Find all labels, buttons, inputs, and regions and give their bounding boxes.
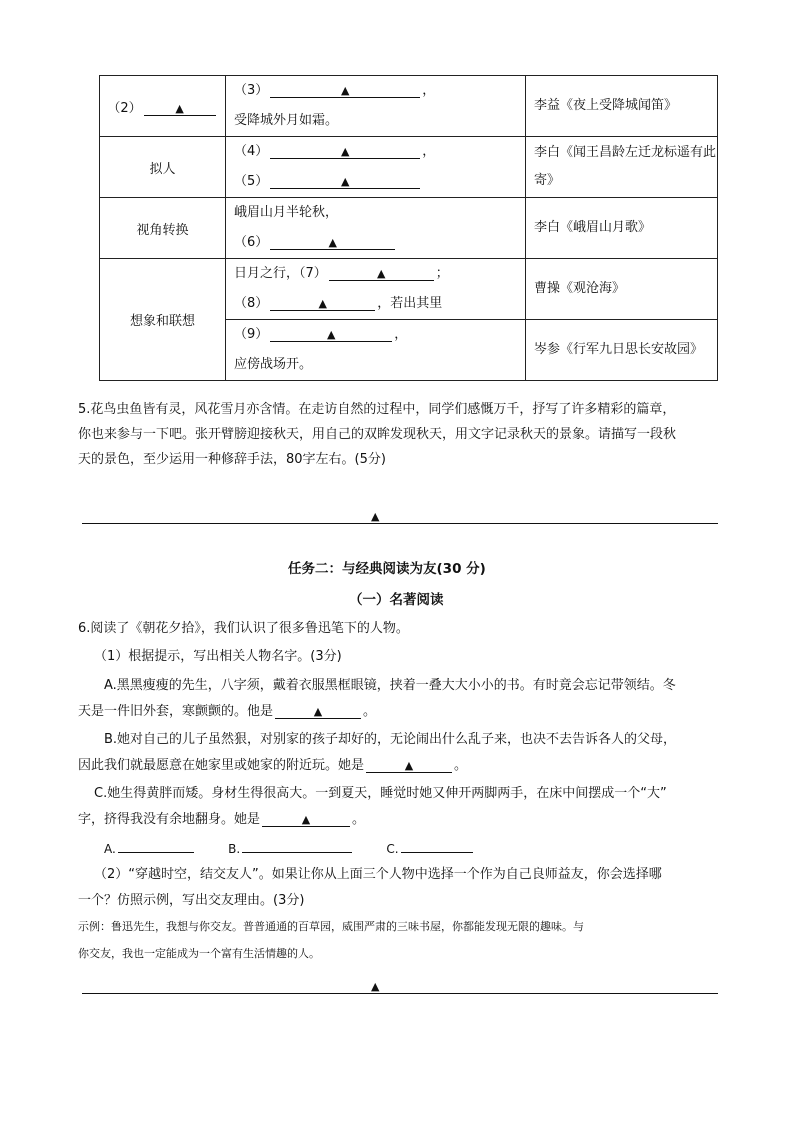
answer-blank[interactable]: ▲ <box>270 295 375 311</box>
source-cell: 岑参《行军九日思长安故园》 <box>526 320 718 381</box>
item-a-line1: A.黑黑瘦瘦的先生，八字须，戴着衣服黑框眼镜，挟着一叠大大小小的书。有时竟会忘记带领结。冬 <box>104 678 676 693</box>
item-c-line2: 字，挤得我没有余地翻身。她是 ▲ 。 <box>78 812 366 827</box>
answer-blank-a[interactable] <box>118 837 194 853</box>
answer-blank[interactable]: ▲ <box>270 234 395 250</box>
item-b-line2: 因此我们就最愿意在她家里或她家的附近玩。她是 ▲ 。 <box>78 758 468 773</box>
answer-line[interactable] <box>82 993 718 994</box>
answer-blank[interactable]: ▲ <box>270 173 420 189</box>
answer-marker-icon: ▲ <box>371 510 380 523</box>
poem-lines-cell: 峨眉山月半轮秋， （6） ▲ <box>226 198 526 259</box>
answer-blank[interactable]: ▲ <box>366 757 452 773</box>
item-b-line1: B.她对自己的儿子虽然狠，对别家的孩子却好的，无论闹出什么乱子来，也决不去告诉各人的父母， <box>104 732 677 747</box>
answer-blank[interactable]: ▲ <box>144 100 216 116</box>
answer-blank[interactable]: ▲ <box>262 811 350 827</box>
answer-blank[interactable]: ▲ <box>270 143 420 159</box>
table-row <box>100 259 718 320</box>
answer-blank-b[interactable] <box>242 837 352 853</box>
answer-blank[interactable]: ▲ <box>270 326 392 342</box>
answer-blank[interactable]: ▲ <box>329 265 434 281</box>
answer-blank[interactable]: ▲ <box>270 82 420 98</box>
example-line1: 示例：鲁迅先生，我想与你交友。普普通通的百草园，威围严肃的三味书屋，你都能发现无限的趣味。与 <box>78 920 584 933</box>
technique-cell: 视角转换 <box>100 198 226 259</box>
table-row <box>100 76 718 137</box>
example-line2: 你交友，我也一定能成为一个富有生活情趣的人。 <box>78 947 320 960</box>
poem-table <box>99 75 718 381</box>
source-cell: 李益《夜上受降城闻笛》 <box>526 76 718 137</box>
technique-cell: 拟人 <box>100 137 226 198</box>
section-title: （一）名著阅读 <box>349 592 444 608</box>
table-row <box>100 137 718 198</box>
item-a-line2: 天是一件旧外套，寒颤颤的。他是 ▲ 。 <box>78 704 377 719</box>
poem-lines-cell: （4） ▲ ， （5） ▲ <box>226 137 526 198</box>
source-cell: 曹操《观沧海》 <box>526 259 718 320</box>
item-c-line1: C.她生得黄胖而矮。身材生得很高大。一到夏天，睡觉时她又伸开两脚两手，在床中间摆成一个“大” <box>94 786 667 801</box>
answer-row: A. B. C. <box>104 837 475 857</box>
source-cell: 李白《闻王昌龄左迁龙标遥有此寄》 <box>526 137 718 198</box>
poem-lines-cell: （3） ▲ ， 受降城外月如霜。 <box>226 76 526 137</box>
poem-lines-cell: （9） ▲ ， 应傍战场开。 <box>226 320 526 381</box>
task2-title: 任务二：与经典阅读为友(30 分) <box>288 561 486 577</box>
answer-marker-icon: ▲ <box>371 980 380 993</box>
question-6-sub1: （1）根据提示，写出相关人物名字。(3分) <box>94 649 342 664</box>
technique-cell: （2） ▲ <box>100 76 226 137</box>
source-cell: 李白《峨眉山月歌》 <box>526 198 718 259</box>
answer-blank-c[interactable] <box>401 837 473 853</box>
poem-lines-cell: 日月之行，（7） ▲ ； （8） ▲ ，若出其里 <box>226 259 526 320</box>
technique-cell: 想象和联想 <box>100 259 226 381</box>
question-6-sub2-line1: （2）“穿越时空，结交友人”。如果让你从上面三个人物中选择一个作为自己良师益友，你会选择哪 <box>94 867 662 882</box>
question-6-intro: 6.阅读了《朝花夕拾》，我们认识了很多鲁迅笔下的人物。 <box>78 621 409 636</box>
answer-line[interactable] <box>82 523 718 524</box>
answer-blank[interactable]: ▲ <box>275 703 361 719</box>
question-6-sub2-line2: 一个？仿照示例，写出交友理由。(3分) <box>78 893 305 908</box>
table-row <box>100 198 718 259</box>
